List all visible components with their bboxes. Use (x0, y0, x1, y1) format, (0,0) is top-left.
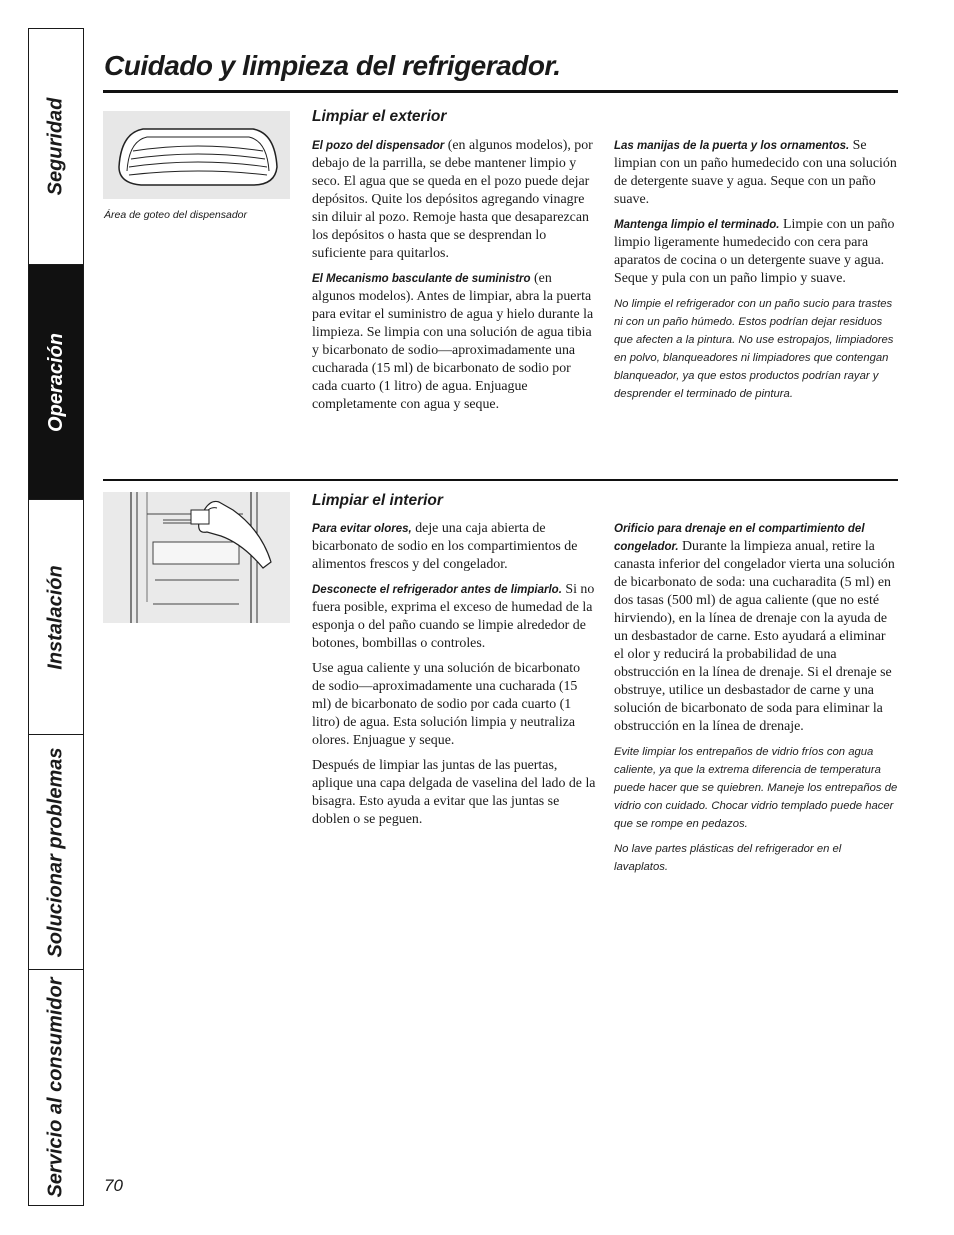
paragraph-text: (en algunos modelos). Antes de limpiar, abra la puerta para evitar el suministro de agua y hielo durante la limpieza. Se limpia con una solución de agua tibia y bicarbonato de sodio—aproximadamente una cucharada (15 ml) de bicarbonato de sodio por cada cuarto (1 litro) de agua. Enjuague completamente con agua y seque. (312, 271, 594, 412)
paragraph (312, 137, 596, 263)
paragraph-text: Si no fuera posible, exprima el exceso de humedad de la esponja o del paño cuando se limpie alrededor de botones, bombillas o controles. (312, 582, 595, 651)
interior-right-column (614, 520, 898, 883)
title-rule (103, 90, 898, 93)
tab-label: Servicio al consumidor (44, 976, 67, 1198)
paragraph-text: Limpie con un paño limpio ligeramente humedecido con cera para aparatos de cocina o un detergente suave y agua. Seque y pula con un paño limpio y suave. (614, 217, 895, 286)
tab-seguridad[interactable] (29, 29, 83, 264)
paragraph-lead: Desconecte el refrigerador antes de limpiarlo. (312, 584, 562, 596)
paragraph-lead: Las manijas de la puerta y los ornamentos. (614, 140, 850, 152)
tab-label: Solucionar problemas (44, 746, 67, 958)
interior-cleaning-illustration (103, 492, 290, 623)
page-number: 70 (104, 1176, 123, 1195)
tab-label: Operación (44, 332, 67, 432)
tab-solucionar-problemas[interactable] (29, 734, 83, 969)
tab-label: Seguridad (44, 97, 67, 196)
tab-instalacion[interactable] (29, 499, 83, 734)
tab-servicio-al-consumidor[interactable] (29, 969, 83, 1204)
paragraph-text: Durante la limpieza anual, retire la canasta inferior del congelador vierta una solución de bicarbonato de soda: una cucharadita (5 ml) en dos tasas (500 ml) de agua caliente (que no esté hirviendo), en la línea de drenaje con la ayuda de un desbastador de carne. Esto ayudará a eliminar el olor y reducirá la probabilidad de una obstrucción en la línea de drenaje. Si el drenaje se obstruye, utilice un desbastador de carne y una solución de bicarbonato de soda para eliminar la obstrucción en la línea de drenaje. (614, 539, 895, 734)
paragraph: Después de limpiar las juntas de las puertas, aplique una capa delgada de vaselina del lado de la bisagra. Esto ayuda a evitar que las juntas se doblen o se peguen. (312, 758, 596, 827)
image-caption: Área de goteo del dispensador (104, 209, 248, 221)
tab-label: Instalación (44, 564, 67, 670)
paragraph (312, 520, 596, 574)
paragraph-lead: Mantenga limpio el terminado. (614, 219, 780, 231)
section-tab-bar (28, 28, 84, 1206)
tab-operacion[interactable] (29, 264, 83, 499)
caution-note: No limpie el refrigerador con un paño sucio para trastes ni con un paño húmedo. Estos podrían dejar residuos que afecten a la pintura. No use estropajos, limpiadores en polvo, blanqueadores ni limpiadores que contengan blanqueador, ya que estos productos podrían rayar y desprender el terminado de pintura. (614, 298, 894, 400)
paragraph: Use agua caliente y una solución de bicarbonato de sodio—aproximadamente una cucharada (15 ml) de bicarbonato de sodio por cada cuarto (1 litro) de agua. Esta solución limpia y neutraliza olores. Enjuague y seque. (312, 661, 581, 748)
paragraph (312, 581, 596, 653)
exterior-right-column (614, 137, 898, 410)
section-divider (103, 479, 898, 481)
paragraph (614, 520, 898, 736)
paragraph (312, 270, 596, 414)
paragraph-lead: Para evitar olores, (312, 523, 412, 535)
section-heading-interior: Limpiar el interior (312, 492, 443, 509)
paragraph-text: Se limpian con un paño humedecido con una solución de detergente suave y agua. Seque con un paño suave. (614, 138, 897, 207)
exterior-left-column (312, 137, 596, 421)
paragraph-lead: El pozo del dispensador (312, 140, 445, 152)
caution-note: No lave partes plásticas del refrigerador en el lavaplatos. (614, 843, 842, 873)
page-title: Cuidado y limpieza del refrigerador. (104, 50, 561, 81)
section-heading-exterior: Limpiar el exterior (312, 108, 447, 125)
paragraph (614, 216, 898, 288)
caution-note: Evite limpiar los entrepaños de vidrio fríos con agua caliente, ya que la extrema diferencia de temperatura puede hacer que se quiebren. Maneje los entrepaños de vidrio con cuidado. Chocar vidrio templado puede hacer que se rompe en pedazos. (614, 746, 898, 830)
paragraph-lead: Orificio para drenaje en el compartimiento del congelador. (614, 523, 865, 553)
paragraph-lead: El Mecanismo basculante de suministro (312, 273, 531, 285)
paragraph-text: (en algunos modelos), por debajo de la parrilla, se debe mantener limpio y seco. El agua que se queda en el pozo puede dejar depósitos. Quite los depósitos agregando vinagre sin diluir al pozo. Remoje hasta que desaparezcan los depósitos o hasta que se desprendan lo suficiente para quitarlos. (312, 138, 593, 261)
dispenser-drip-area-illustration (103, 111, 290, 199)
interior-left-column (312, 520, 596, 836)
paragraph (614, 137, 898, 209)
paragraph-text: deje una caja abierta de bicarbonato de sodio en los compartimientos de alimentos frescos y del congelador. (312, 521, 578, 572)
